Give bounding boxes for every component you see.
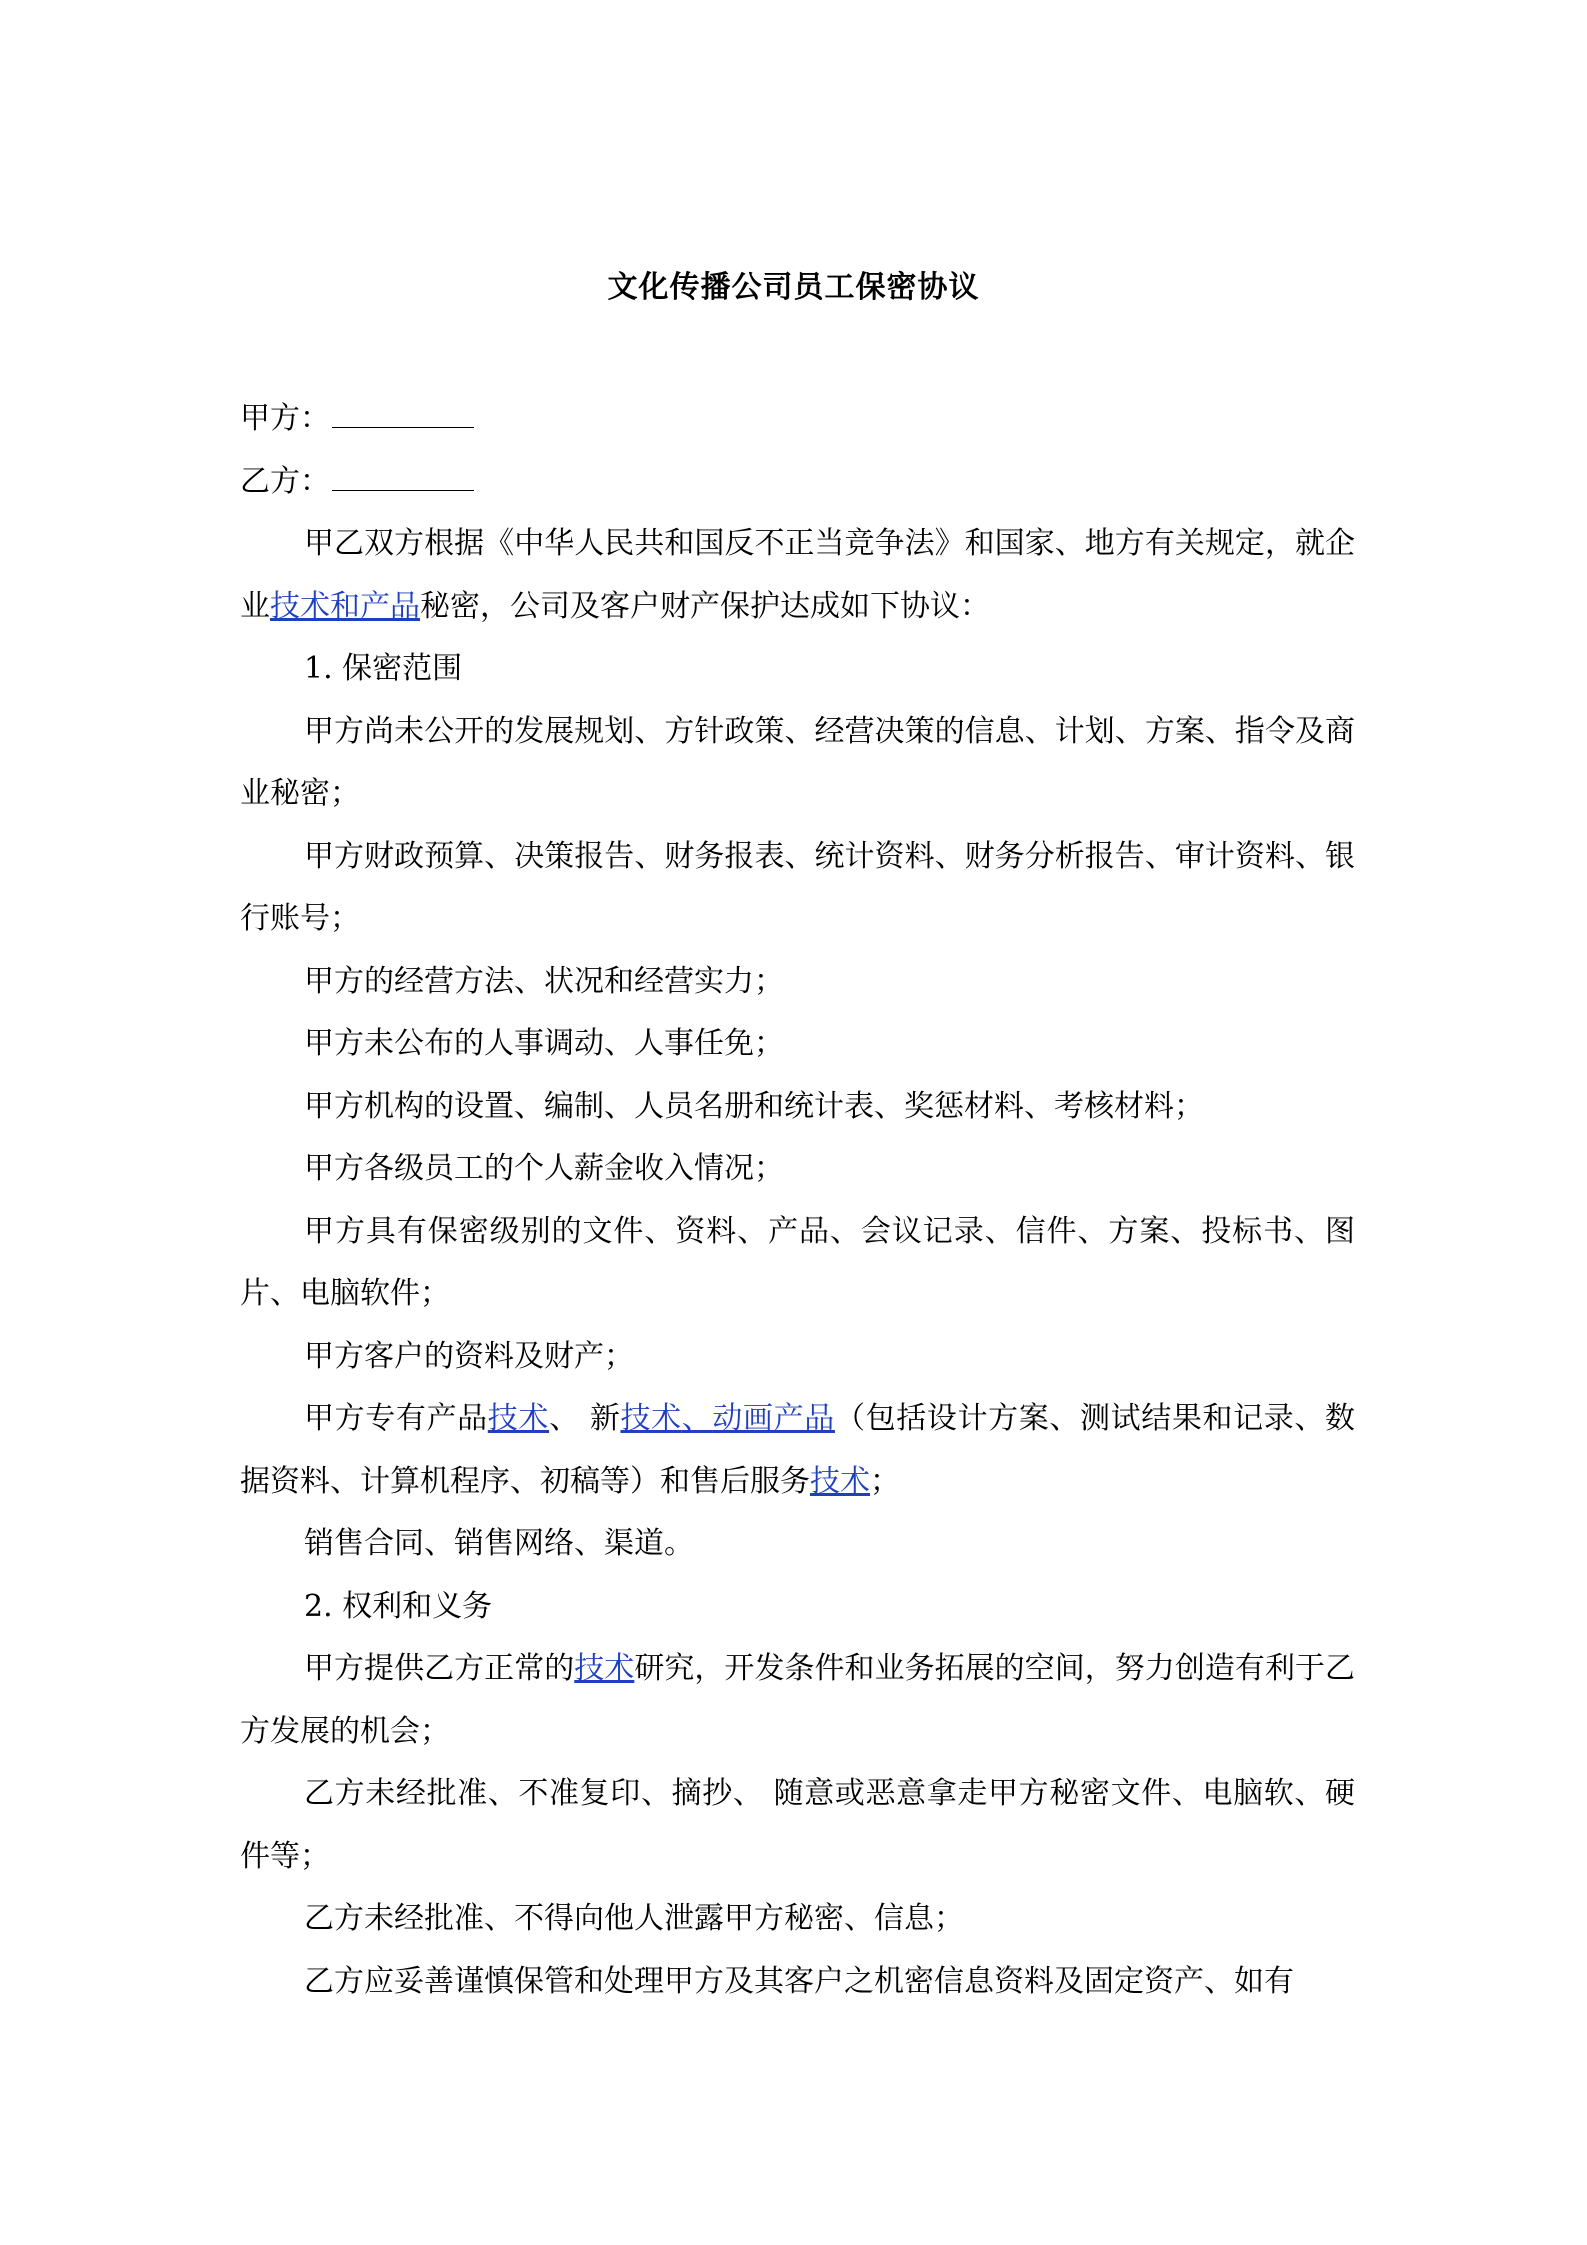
link-separator: 、 — [681, 1401, 713, 1436]
item-text: ； — [870, 1463, 900, 1499]
item-text: （包括设计方案、测试结果和记录、数据资料、计算机程序、初稿等）和售后服务 — [240, 1401, 1356, 1499]
document-body — [240, 388, 1355, 2013]
section1-item: 甲方尚未公开的发展规划、方针政策、经营决策的信息、计划、方案、指令及商业秘密； — [240, 713, 1355, 811]
section2-item-rights — [240, 1638, 1355, 1763]
section2-item: 乙方未经批准、不准复印、摘抄、 随意或恶意拿走甲方秘密文件、电脑软、硬件等； — [240, 1776, 1355, 1874]
intro-text-1: 甲乙双方根据《中华人民共和国反不正当竞争法》和国家、地方有关规定，就企业 — [240, 526, 1355, 624]
tech-link[interactable]: 技术 — [487, 1401, 550, 1436]
party-a-label: 甲方： — [240, 401, 330, 436]
item-text: 研究，开发条件和业务拓展的空间，努力创造有利于乙方发展的机会； — [240, 1651, 1356, 1749]
tech-link[interactable]: 技术 — [810, 1463, 870, 1499]
party-b-line — [240, 451, 1355, 514]
section1-item: 销售合同、销售网络、渠道。 — [304, 1526, 694, 1561]
section1-item: 甲方客户的资料及财产； — [304, 1338, 634, 1374]
intro-text-2: 秘密，公司及客户财产保护达成如下协议： — [420, 588, 990, 624]
item-text: 、 新 — [549, 1401, 621, 1436]
section2-heading: 2. 权利和义务 — [304, 1588, 493, 1624]
document-title: 文化传播公司员工保密协议 — [607, 270, 980, 305]
party-a-blank[interactable] — [332, 397, 474, 428]
tech-link[interactable]: 技术 — [574, 1651, 635, 1686]
party-a-line — [240, 388, 1355, 451]
section1-heading: 1. 保密范围 — [304, 651, 463, 686]
intro-paragraph — [240, 513, 1355, 638]
tech-product-link[interactable]: 技术和产品 — [270, 588, 420, 624]
party-b-blank[interactable] — [332, 460, 474, 491]
section1-item: 甲方财政预算、决策报告、财务报表、统计资料、财务分析报告、审计资料、银行账号； — [240, 838, 1355, 936]
section1-item: 甲方的经营方法、状况和经营实力； — [304, 963, 784, 999]
animation-product-link[interactable]: 动画产品 — [712, 1401, 835, 1436]
item-text: 甲方提供乙方正常的 — [304, 1651, 575, 1686]
section1-item: 甲方未公布的人事调动、人事任免； — [304, 1026, 784, 1061]
party-b-label: 乙方： — [240, 463, 330, 499]
section2-item: 乙方未经批准、不得向他人泄露甲方秘密、信息； — [304, 1901, 964, 1936]
item-text: 甲方专有产品 — [304, 1401, 488, 1436]
section1-item-products — [240, 1388, 1355, 1513]
tech-link[interactable]: 技术 — [620, 1401, 682, 1436]
section1-item: 甲方各级员工的个人薪金收入情况； — [304, 1151, 784, 1186]
section1-item: 甲方机构的设置、编制、人员名册和统计表、奖惩材料、考核材料； — [304, 1088, 1204, 1124]
section2-item: 乙方应妥善谨慎保管和处理甲方及其客户之机密信息资料及固定资产、如有 — [304, 1963, 1294, 1999]
section1-item: 甲方具有保密级别的文件、资料、产品、会议记录、信件、方案、投标书、图片、电脑软件； — [240, 1213, 1355, 1311]
